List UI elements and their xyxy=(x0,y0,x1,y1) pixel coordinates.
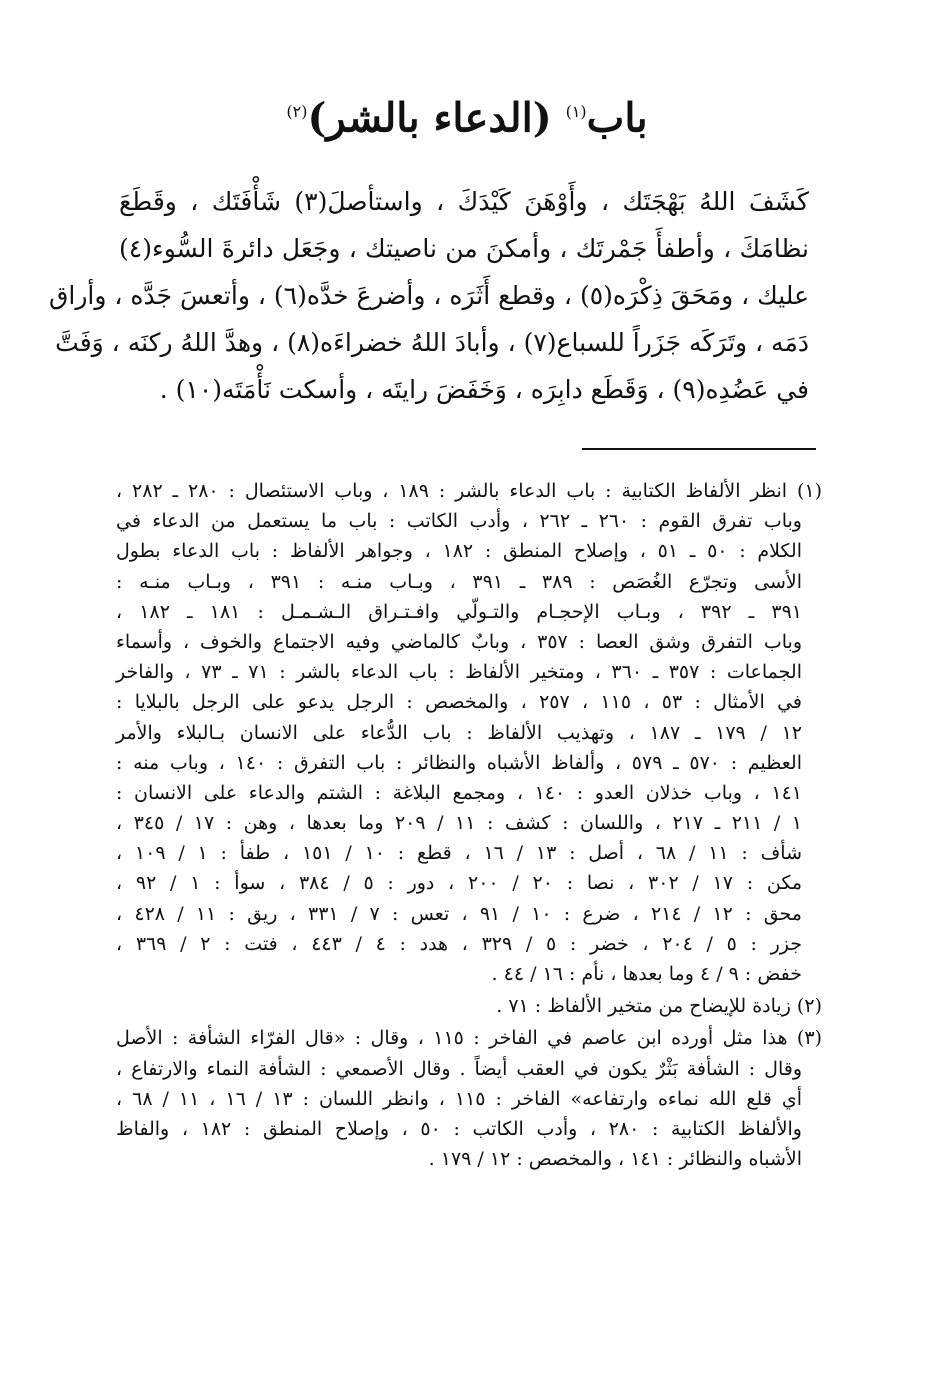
footnote-line: الكلام : ٥٠ ـ ٥١ ، وإصلاح المنطق : ١٨٢ ، وجواهر الألفاظ : باب الدعاء بطول xyxy=(116,540,802,563)
title-word-bab: باب xyxy=(586,94,648,142)
footnote-line: ١٢ / ١٧٩ ـ ١٨٧ ، وتهذيب الألفاظ : باب الدُّعاء على الانسان بـالبلاء والأمر xyxy=(116,721,802,744)
body-line: نظامَكَ ، وأطفأَ جَمْرتَك ، وأمكنَ من ناصيتك ، وجَعَل دائرةَ السُّوء(٤) xyxy=(119,234,809,263)
body-line: في عَضُدِه(٩) ، وَقَطَع دابِرَه ، وَخَفَضَ رايتَه ، وأسكت نَأْمَتَه(١٠) . xyxy=(159,375,809,404)
footnote-line: في الأمثال : ٥٣ ، ١١٥ ، ٢٥٧ ، والمخصص : الرجل يدعو على الرجل بالبلايا : xyxy=(116,691,802,714)
footnote-line: (١) انظر الألفاظ الكتابية : باب الدعاء بالشر : ١٨٩ ، وباب الاستئصال : ٢٨٠ ـ ٢٨٢ ، xyxy=(116,480,822,502)
footnote-line: ٣٩١ ـ ٣٩٢ ، وبـاب الإحجـام والتـولّي وافـتـراق الـشـمـل : ١٨١ ـ ١٨٢ ، xyxy=(116,600,803,623)
footnote-line: مكن : ١٧ / ٣٠٢ ، نصا : ٢٠ / ٢٠٠ ، دور : ٥ / ٣٨٤ ، سوأ : ١ / ٩٢ ، xyxy=(116,872,802,895)
footnote-line: جزر : ٥ / ٢٠٤ ، خضر : ٥ / ٣٢٩ ، هدد : ٤ / ٤٤٣ ، فتت : ٢ / ٣٦٩ ، xyxy=(116,932,803,955)
body-line: كَشَفَ اللهُ بَهْجَتَك ، وأَوْهَنَ كَيْدَكَ ، واستأصلَ(٣) شَأْفَتَك ، وقَطَعَ xyxy=(119,187,809,216)
footnote-line: خفض : ٩ / ٤ وما بعدها ، نأم : ١٦ / ٤٤ . xyxy=(491,963,802,985)
footnote-line: وباب تفرق القوم : ٢٦٠ ـ ٢٦٢ ، وأدب الكاتب : باب ما يستعمل من الدعاء في xyxy=(116,510,802,533)
footnote-line: الأشباه والنظائر : ١٤١ ، والمخصص : ١٢ / ١٧٩ . xyxy=(428,1148,802,1171)
footnote-line: وقال : الشأفة بَثْرٌ يكون في العقب أيضاً . وقال الأصمعي : الشأفة النماء والارتفاع ، xyxy=(116,1057,802,1080)
title-subject: (الدعاء بالشر) xyxy=(307,94,552,142)
footnote-3 xyxy=(116,1023,822,1174)
footnote-2 xyxy=(116,991,822,1021)
footnote-line: والألفاظ الكتابية : ٢٨٠ ، وأدب الكاتب : ٥٠ ، وإصلاح المنطق : ١٨٢ ، والفاظ xyxy=(116,1117,802,1140)
footnote-line: ١ / ٢١١ ـ ٢١٧ ، واللسان : كشف : ١١ / ٢٠٩ وما بعدها ، وهن : ١٧ / ٣٤٥ ، xyxy=(116,812,803,835)
footnote-line: (٣) هذا مثل أورده ابن عاصم في الفاخر : ١١٥ ، وقال : «قال الفرّاء الشأفة : الأصل xyxy=(116,1027,822,1050)
footnote-line: الأسى وتجرّع الغُصَص : ٣٨٩ ـ ٣٩١ ، وبـاب منـه : ٣٩١ ، وبـاب منـه : xyxy=(116,570,803,593)
body-line: دَمَه ، وتَرَكَه جَزَراً للسباع(٧) ، وأبادَ اللهُ خضراءَه(٨) ، وهدَّ اللهُ ركنَه ، وَفَتَّ xyxy=(55,328,809,357)
title-footnote-ref-2: (٢) xyxy=(286,102,308,121)
body-line: عليك ، ومَحَقَ ذِكْرَه(٥) ، وقطع أَثَرَه ، وأضرعَ خدَّه(٦) ، وأتعسَ جَدَّه ، وأراق xyxy=(49,281,809,310)
footnotes xyxy=(116,476,822,1176)
footnote-line: محق : ١٢ / ٢١٤ ، ضرع : ١٠ / ٩١ ، تعس : ٧ / ٣٣١ ، ريق : ١١ / ٤٢٨ ، xyxy=(116,902,802,925)
footnote-1 xyxy=(116,476,822,989)
footnote-line: (٢) زيادة للإيضاح من متخير الألفاظ : ٧١ . xyxy=(496,995,822,1018)
footnote-separator xyxy=(582,448,816,450)
footnote-line: أي قلع الله نماءه وارتفاعه» الفاخر : ١١٥ ، وانظر اللسان : ١٣ / ١٦ ، ١١ / ٦٨ ، xyxy=(116,1087,803,1110)
footnote-line: شأف : ١١ / ٦٨ ، أصل : ١٣ / ١٦ ، قطع : ١٠ / ١٥١ ، طفأ : ١ / ١٠٩ ، xyxy=(116,842,803,865)
chapter-title xyxy=(0,84,934,146)
footnote-line: وباب التفرق وشق العصا : ٣٥٧ ، وبابٌ كالماضي وفيه الاجتماع والخوف ، وأسماء xyxy=(116,630,802,653)
footnote-line: الجماعات : ٣٥٧ ـ ٣٦٠ ، ومتخير الألفاظ : باب الدعاء بالشر : ٧١ ـ ٧٣ ، والفاخر xyxy=(116,661,802,684)
main-text xyxy=(49,178,809,413)
footnote-line: ١٤١ ، وباب خذلان العدو : ١٤٠ ، ومجمع البلاغة : الشتم والدعاء على الانسان : xyxy=(116,781,802,804)
footnote-line: العظيم : ٥٧٠ ـ ٥٧٩ ، وألفاظ الأشباه والنظائر : باب التفرق : ١٤٠ ، وباب منه : xyxy=(116,751,802,774)
title-footnote-ref-1: (١) xyxy=(565,102,587,121)
